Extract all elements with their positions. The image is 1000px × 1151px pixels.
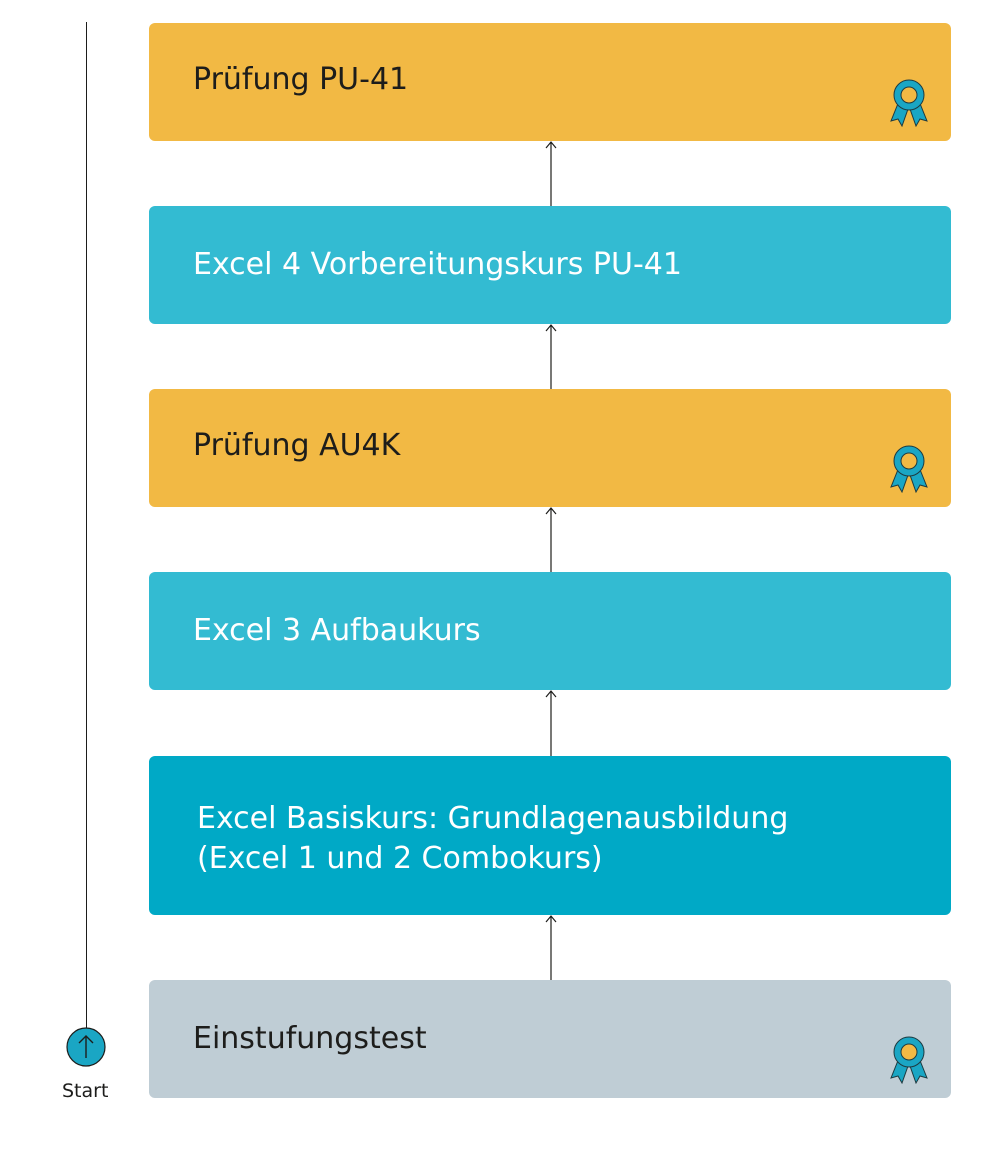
step-einstufungstest[interactable] bbox=[149, 980, 951, 1098]
step-label: Excel 4 Vorbereitungskurs PU-41 bbox=[193, 247, 682, 282]
step-excel4-vorbereitungskurs[interactable] bbox=[149, 206, 951, 324]
arrow-up-icon bbox=[545, 141, 557, 206]
arrow-up-circle-icon[interactable] bbox=[66, 1027, 106, 1067]
arrow-up-icon bbox=[545, 324, 557, 389]
step-pruefung-au4k[interactable] bbox=[149, 389, 951, 507]
step-pruefung-pu41[interactable] bbox=[149, 23, 951, 141]
arrow-up-icon bbox=[545, 915, 557, 980]
award-ribbon-icon bbox=[887, 77, 931, 127]
step-excel3-aufbaukurs[interactable] bbox=[149, 572, 951, 690]
timeline-line bbox=[86, 22, 87, 1029]
arrow-up-icon bbox=[545, 507, 557, 572]
award-ribbon-icon bbox=[887, 1034, 931, 1084]
step-label: Prüfung PU-41 bbox=[193, 62, 409, 97]
step-excel-basiskurs[interactable] bbox=[149, 756, 951, 915]
award-ribbon-icon bbox=[887, 443, 931, 493]
step-label: Einstufungstest bbox=[193, 1021, 427, 1056]
step-label-line2: (Excel 1 und 2 Combokurs) bbox=[197, 841, 603, 876]
step-label: Excel 3 Aufbaukurs bbox=[193, 613, 481, 648]
step-label: Prüfung AU4K bbox=[193, 428, 401, 463]
step-label: Excel Basiskurs: Grundlagenausbildung bbox=[197, 801, 789, 836]
arrow-up-icon bbox=[545, 690, 557, 756]
start-label: Start bbox=[62, 1080, 109, 1102]
